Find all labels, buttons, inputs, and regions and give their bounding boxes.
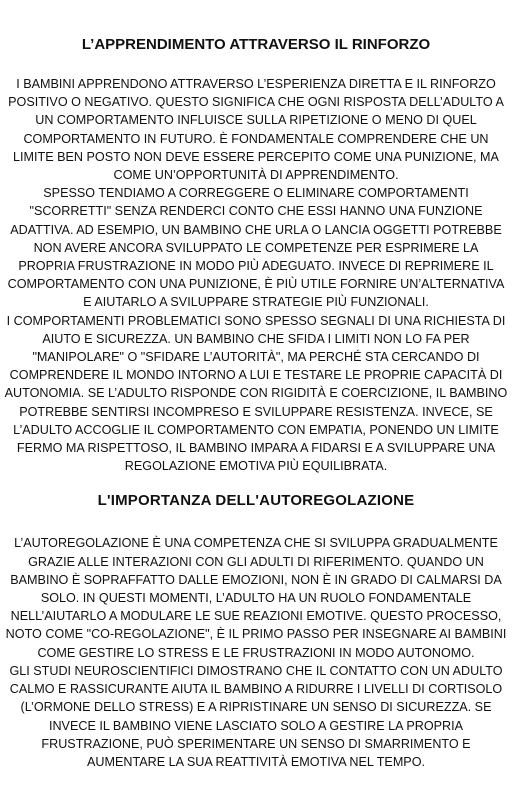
- section-heading-rinforzo: L’APPRENDIMENTO ATTRAVERSO IL RINFORZO: [81, 36, 431, 53]
- section-heading-autoregolazione: L'IMPORTANZA DELL'AUTOREGOLAZIONE: [97, 492, 415, 510]
- paragraph-rinforzo-1: I BAMBINI APPRENDONO ATTRAVERSO L’ESPERIENZA DIRETTA E IL RINFORZO POSITIVO O NEGATIVO. QUESTO SIGNIFICA CHE OGNI RISPOSTA DELL’ADULTO A UN COMPORTAMENTO INFLUISCE SULLA RIPETIZIONE O MENO DI QUEL COMPORTAMENTO IN FUTURO. È FONDAMENTALE COMPRENDERE CHE UN LIMITE BEN POSTO NON DEVE ESSERE PERCEPITO COME UNA PUNIZIONE, MA COME UN’OPPORTUNITÀ DI APPRENDIMENTO.: [8, 77, 504, 183]
- paragraph-rinforzo-2: SPESSO TENDIAMO A CORREGGERE O ELIMINARE COMPORTAMENTI "SCORRETTI" SENZA RENDERCI CONTO CHE ESSI HANNO UNA FUNZIONE ADATTIVA. AD ESEMPIO, UN BAMBINO CHE URLA O LANCIA OGGETTI POTREBBE NON AVERE ANCORA SVILUPPATO LE COMPETENZE PER ESPRIMERE LA PROPRIA FRUSTRAZIONE IN MODO PIÙ ADEGUATO. INVECE DI REPRIMERE IL COMPORTAMENTO CON UNA PUNIZIONE, È PIÙ UTILE FORNIRE UN’ALTERNATIVA E AIUTARLO A SVILUPPARE STRATEGIE PIÙ FUNZIONALI.: [7, 186, 505, 310]
- paragraph-rinforzo-3: I COMPORTAMENTI PROBLEMATICI SONO SPESSO SEGNALI DI UNA RICHIESTA DI AIUTO E SICUREZZA. UN BAMBINO CHE SFIDA I LIMITI NON LO FA PER "MANIPOLARE" O "SFIDARE L’AUTORITÀ", MA PERCHÉ STA CERCANDO DI COMPRENDERE IL MONDO INTORNO A LUI E TESTARE LE PROPRIE CAPACITÀ DI AUTONOMIA. SE L’ADULTO RISPONDE CON RIGIDITÀ E COERCIZIONE, IL BAMBINO POTREBBE SENTIRSI INCOMPRESO E SVILUPPARE RESISTENZA. INVECE, SE L’ADULTO ACCOGLIE IL COMPORTAMENTO CON EMPATIA, PONENDO UN LIMITE FERMO MA RISPETTOSO, IL BAMBINO IMPARA A FIDARSI E A SVILUPPARE UNA REGOLAZIONE EMOTIVA PIÙ EQUILIBRATA.: [4, 313, 508, 474]
- paragraph-autoregolazione-1: L’AUTOREGOLAZIONE È UNA COMPETENZA CHE SI SVILUPPA GRADUALMENTE GRAZIE ALLE INTERAZIONI CON GLI ADULTI DI RIFERIMENTO. QUANDO UN BAMBINO È SOPRAFFATTO DALLE EMOZIONI, NON È IN GRADO DI CALMARSI DA SOLO. IN QUESTI MOMENTI, L’ADULTO HA UN RUOLO FONDAMENTALE NELL’AIUTARLO A MODULARE LE SUE REAZIONI EMOTIVE. QUESTO PROCESSO, NOTO COME "CO-REGOLAZIONE", È IL PRIMO PASSO PER INSEGNARE AI BAMBINI COME GESTIRE LO STRESS E LE FRUSTRAZIONI IN MODO AUTONOMO.: [5, 536, 507, 660]
- paragraph-autoregolazione-2: GLI STUDI NEUROSCIENTIFICI DIMOSTRANO CHE IL CONTATTO CON UN ADULTO CALMO E RASSICURANTE AIUTA IL BAMBINO A RIDURRE I LIVELLI DI CORTISOLO (L’ORMONE DELLO STRESS) E A RIPRISTINARE UN SENSO DI SICUREZZA. SE INVECE IL BAMBINO VIENE LASCIATO SOLO A GESTIRE LA PROPRIA FRUSTRAZIONE, PUÒ SPERIMENTARE UN SENSO DI SMARRIMENTO E AUMENTARE LA SUA REATTIVITÀ EMOTIVA NEL TEMPO.: [9, 663, 503, 769]
